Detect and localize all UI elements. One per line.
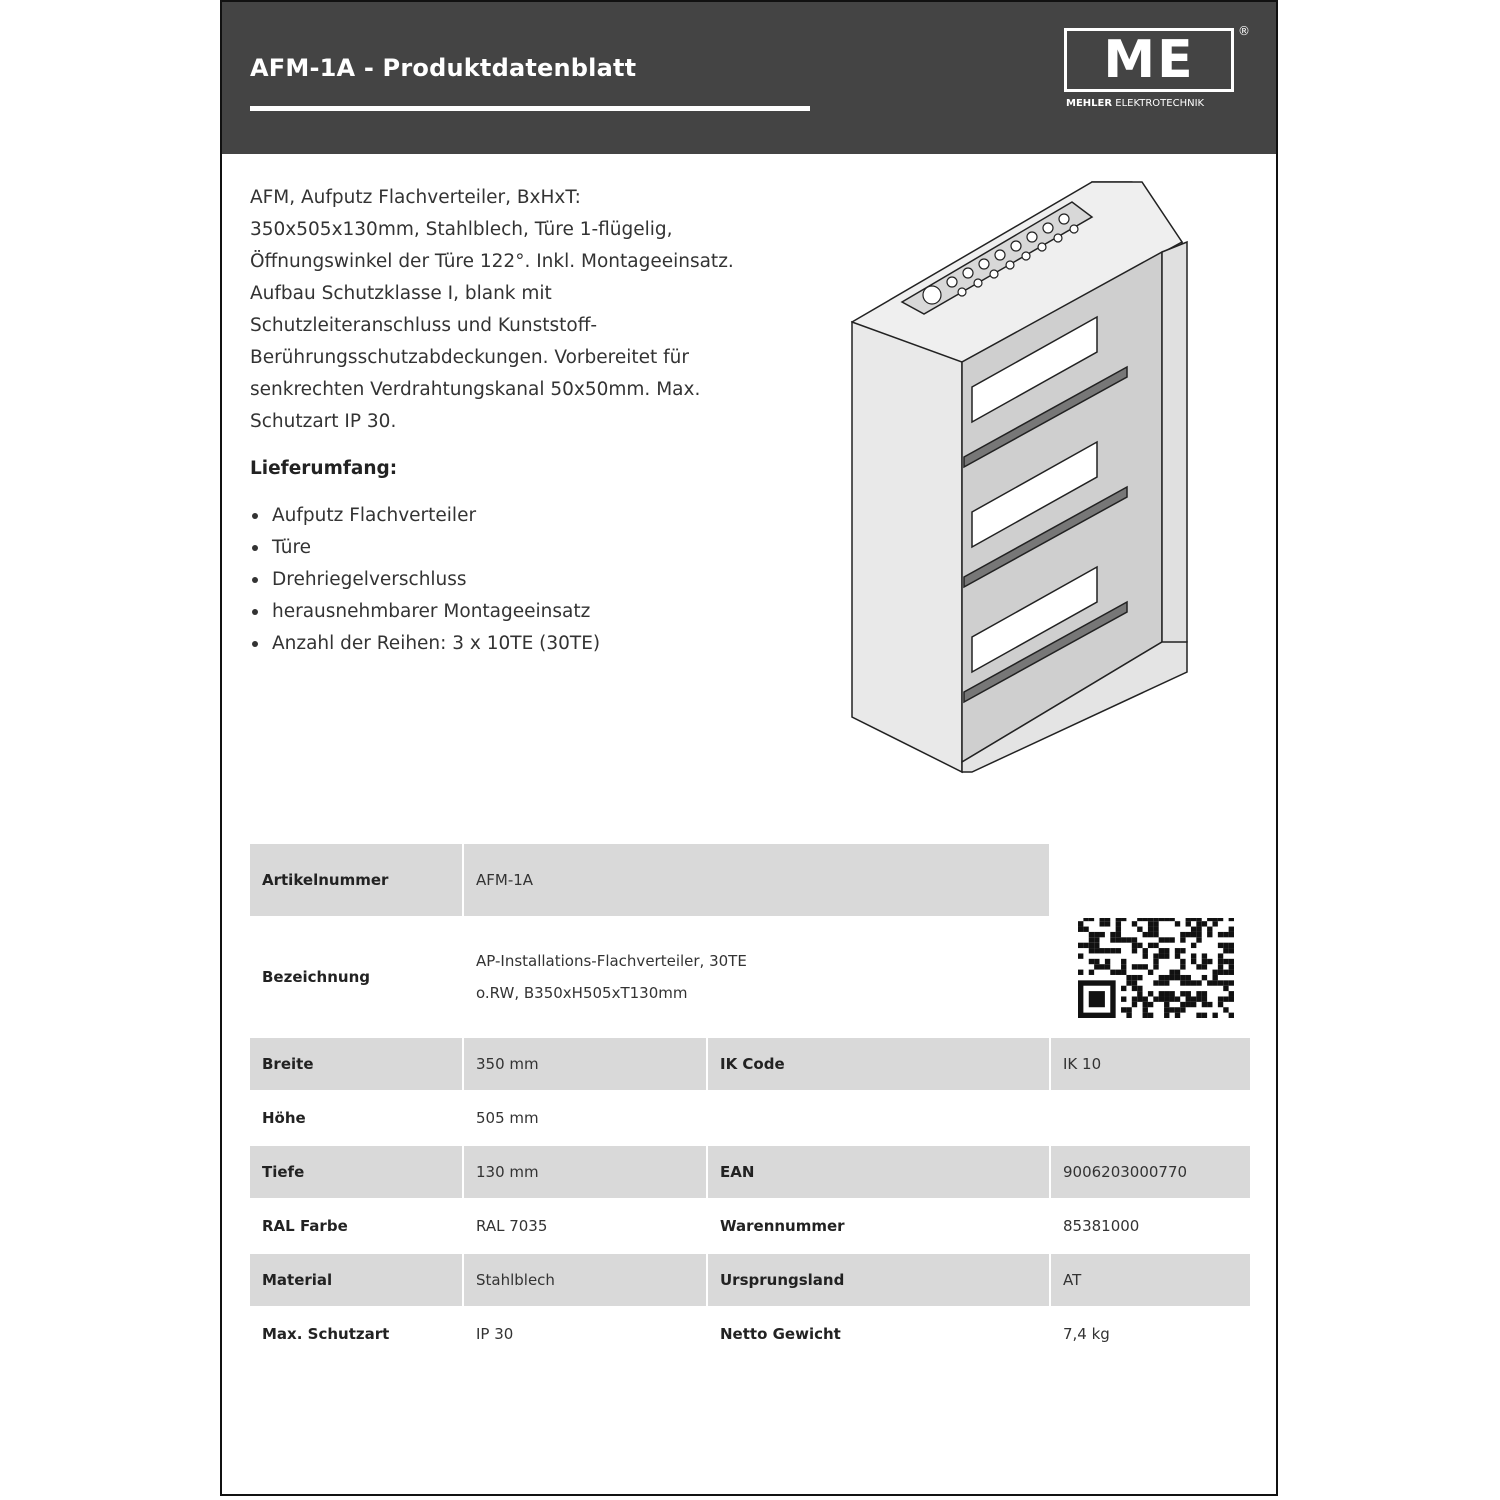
label-max-schutzart: Max. Schutzart: [262, 1325, 390, 1343]
value-ursprungsland: AT: [1050, 1253, 1250, 1307]
page-title: AFM-1A - Produktdatenblatt: [250, 54, 637, 82]
label-netto-gewicht: Netto Gewicht: [707, 1307, 1050, 1361]
table-row: [250, 1199, 1250, 1253]
table-row: [250, 1253, 1250, 1307]
logo-registered-mark: ®: [1238, 24, 1250, 38]
table-row: [250, 1307, 1250, 1361]
label-tiefe: Tiefe: [250, 1145, 463, 1199]
description-line: Schutzart IP 30.: [250, 411, 397, 432]
label-hoehe: Höhe: [262, 1109, 306, 1127]
bezeichnung-line: o.RW, B350xH505xT130mm: [476, 984, 688, 1002]
header-bar: [222, 2, 1276, 154]
value-empty: [1050, 1091, 1250, 1145]
table-row: [250, 1145, 1250, 1199]
mehler-logo: [1064, 24, 1250, 118]
value-artikelnummer: AFM-1A: [463, 844, 1050, 917]
spec-table: [250, 844, 1250, 1362]
label-ursprungsland: Ursprungsland: [707, 1253, 1050, 1307]
value-tiefe: 130 mm: [463, 1145, 707, 1199]
value-ral-farbe: RAL 7035: [463, 1199, 707, 1253]
title-underline: [250, 106, 810, 111]
description-line: Berührungsschutzabdeckungen. Vorbereitet für: [250, 347, 689, 368]
description-line: Aufbau Schutzklasse I, blank mit: [250, 283, 552, 304]
description-line: AFM, Aufputz Flachverteiler, BxHxT:: [250, 187, 581, 208]
qr-spacer: [1050, 844, 1250, 917]
value-hoehe: 505 mm: [463, 1091, 707, 1145]
description-line: 350x505x130mm, Stahlblech, Türe 1-flügelig,: [250, 219, 673, 240]
label-warennummer: Warennummer: [707, 1199, 1050, 1253]
scope-heading: Lieferumfang:: [250, 458, 398, 479]
value-bezeichnung: [463, 917, 1050, 1037]
datasheet-page: [220, 0, 1278, 1496]
label-material: Material: [250, 1253, 463, 1307]
table-row: [250, 917, 1250, 1037]
table-row: [250, 1091, 1250, 1145]
list-item: Aufputz Flachverteiler: [250, 500, 600, 532]
value-material: Stahlblech: [463, 1253, 707, 1307]
description-line: Öffnungswinkel der Türe 122°. Inkl. Montageeinsatz.: [250, 251, 734, 272]
label-artikelnummer: Artikelnummer: [250, 844, 463, 917]
value-netto-gewicht: 7,4 kg: [1050, 1307, 1250, 1361]
product-description: [250, 182, 770, 438]
value-warennummer: 85381000: [1050, 1199, 1250, 1253]
value-breite: 350 mm: [463, 1037, 707, 1091]
logo-subtitle: [1066, 98, 1204, 109]
label-ean: EAN: [707, 1145, 1050, 1199]
label-bezeichnung: Bezeichnung: [262, 968, 370, 986]
value-ean: 9006203000770: [1050, 1145, 1250, 1199]
logo-letters: ME: [1103, 30, 1195, 90]
list-item: herausnehmbarer Montageeinsatz: [250, 596, 600, 628]
logo-subtitle-rest: ELEKTROTECHNIK: [1115, 98, 1205, 109]
table-row: [250, 844, 1250, 917]
label-breite: Breite: [250, 1037, 463, 1091]
bezeichnung-line: AP-Installations-Flachverteiler, 30TE: [476, 952, 747, 970]
list-item: Drehriegelverschluss: [250, 564, 600, 596]
logo-subtitle-bold: MEHLER: [1066, 98, 1113, 109]
description-line: senkrechten Verdrahtungskanal 50x50mm. Max.: [250, 379, 701, 400]
table-row: [250, 1037, 1250, 1091]
label-ik-code: IK Code: [707, 1037, 1050, 1091]
label-empty: [707, 1091, 1050, 1145]
list-item: Anzahl der Reihen: 3 x 10TE (30TE): [250, 628, 600, 660]
scope-list: [250, 500, 600, 660]
product-image: [842, 172, 1212, 782]
value-ik-code: IK 10: [1050, 1037, 1250, 1091]
list-item: Türe: [250, 532, 600, 564]
description-line: Schutzleiteranschluss und Kunststoff-: [250, 315, 598, 336]
value-max-schutzart: IP 30: [463, 1307, 707, 1361]
qr-spacer: [1050, 917, 1250, 1037]
label-ral-farbe: RAL Farbe: [262, 1217, 348, 1235]
